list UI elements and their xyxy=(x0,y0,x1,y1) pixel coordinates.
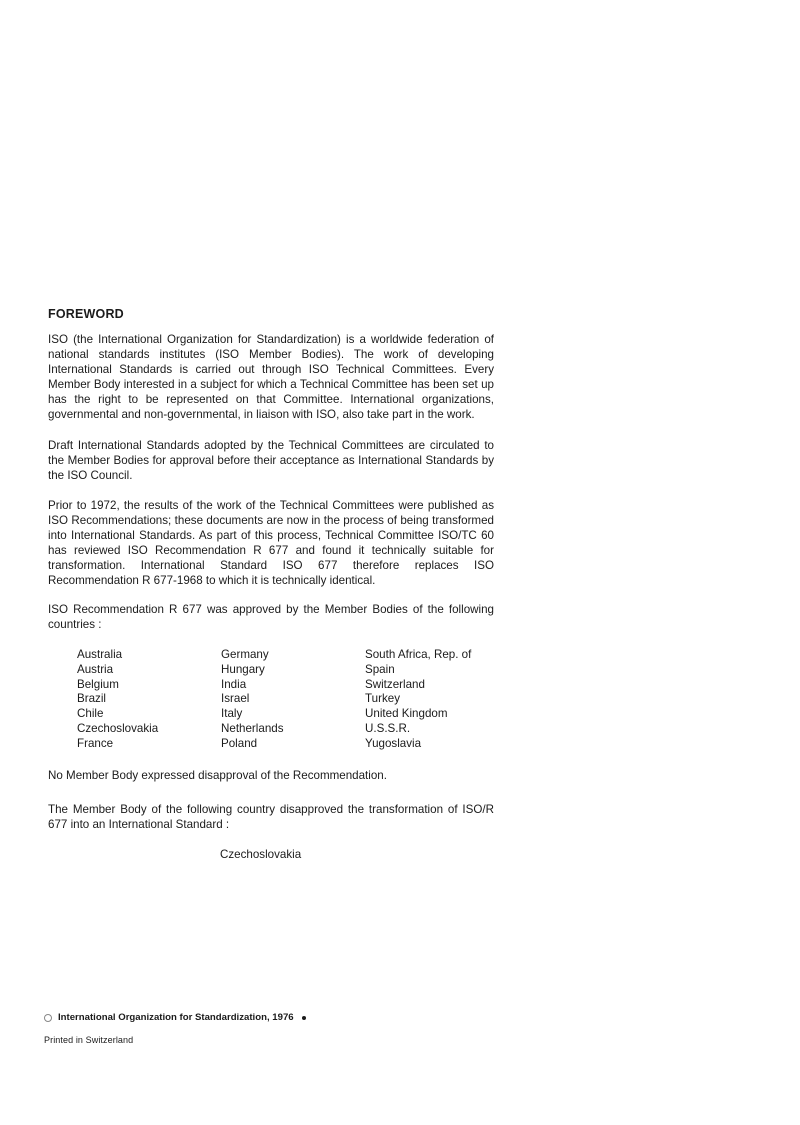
country-item: Netherlands xyxy=(221,721,284,735)
country-item: Switzerland xyxy=(365,677,425,691)
country-item: Germany xyxy=(221,648,269,661)
country-item: India xyxy=(221,677,247,691)
country-item: U.S.S.R. xyxy=(365,721,411,735)
paragraph-recommendations-history: Prior to 1972, the results of the work of the Technical Committees were published as ISO Recommendations; these documents are now in the process of being transformed into International Standards. As part of this process, Technical Committee ISO/TC 60 has reviewed ISO Recommendation R 677 and found it technically suitable for transformation. International Standard ISO 677 therefore replaces ISO Recommendation R 677-1968 to which it is technically identical. xyxy=(48,499,494,587)
paragraph-approving-countries-intro: ISO Recommendation R 677 was approved by the Member Bodies of the following countries : xyxy=(48,603,494,631)
country-item: Yugoslavia xyxy=(365,736,422,750)
country-item: Turkey xyxy=(365,692,401,706)
country-item: Belgium xyxy=(77,677,119,691)
country-item: Spain xyxy=(365,662,395,676)
printed-in-label: Printed in Switzerland xyxy=(44,1035,134,1045)
copyright-line xyxy=(44,1012,306,1023)
country-item: Hungary xyxy=(221,662,265,676)
disapproving-country: Czechoslovakia xyxy=(220,848,302,861)
paragraph-draft-standards: Draft International Standards adopted by the Technical Committees are circulated to the Member Bodies for approval before their acceptance as International Standards by the ISO Council. xyxy=(48,439,494,482)
paragraph-disapproval-intro: The Member Body of the following country disapproved the transformation of ISO/R 677 into an International Standard : xyxy=(48,803,494,831)
country-item: Brazil xyxy=(77,692,106,706)
country-item: Czechoslovakia xyxy=(77,721,159,735)
country-item: Poland xyxy=(221,736,258,750)
approving-countries-list xyxy=(77,648,497,752)
bullet-icon xyxy=(302,1016,306,1020)
country-item: Israel xyxy=(221,692,250,706)
copyright-icon xyxy=(44,1014,52,1022)
foreword-heading: FOREWORD xyxy=(48,307,124,321)
country-item: South Africa, Rep. of xyxy=(365,648,472,661)
country-item: Australia xyxy=(77,648,123,661)
paragraph-no-disapproval: No Member Body expressed disapproval of the Recommendation. xyxy=(48,769,387,782)
country-item: France xyxy=(77,736,114,750)
paragraph-iso-intro: ISO (the International Organization for Standardization) is a worldwide federation of national standards institutes (ISO Member Bodies). The work of developing International Standards is carried out through ISO Technical Committees. Every Member Body interested in a subject for which a Technical Committee has been set up has the right to be represented on that Committee. International organizations, governmental and non-governmental, in liaison with ISO, also take part in the work. xyxy=(48,333,494,421)
country-item: Austria xyxy=(77,662,114,676)
country-item: Chile xyxy=(77,707,104,721)
country-item: United Kingdom xyxy=(365,707,448,721)
copyright-text: International Organization for Standardization, 1976 xyxy=(58,1012,294,1023)
country-item: Italy xyxy=(221,707,243,721)
